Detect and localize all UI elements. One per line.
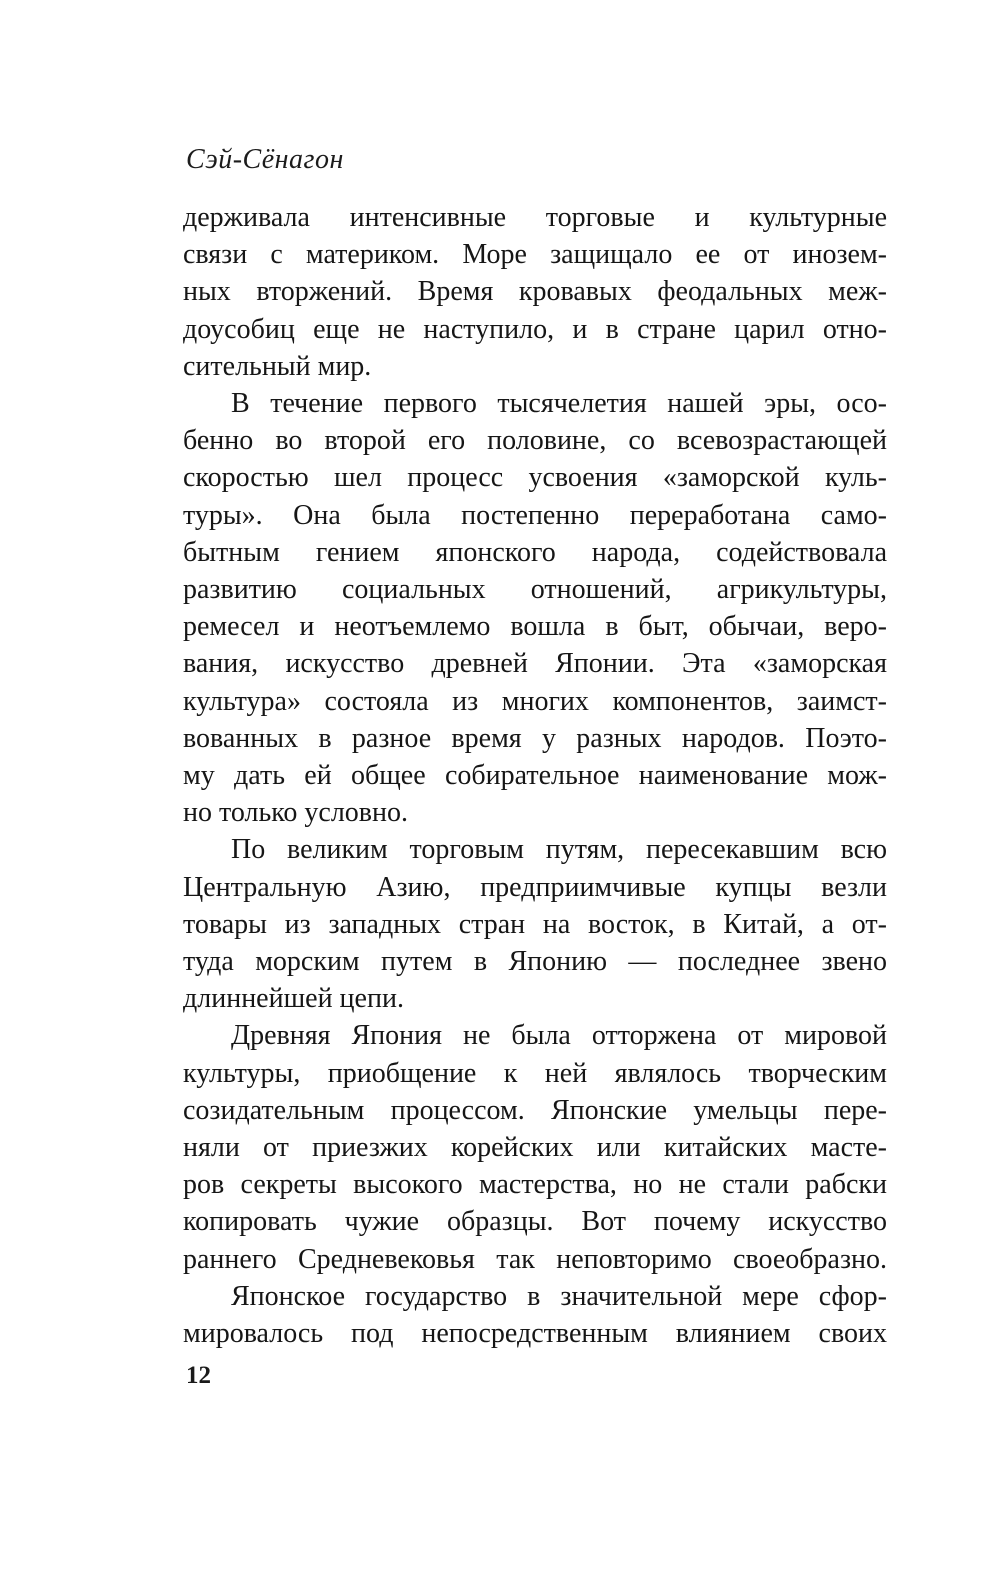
text-line: В течение первого тысячелетия нашей эры, осо- bbox=[231, 388, 887, 420]
text-line: Японское государство в значительной мере сфор- bbox=[231, 1280, 887, 1312]
text-line: вания, искусство древней Японии. Эта «заморская bbox=[183, 648, 887, 680]
body-text bbox=[183, 199, 887, 1352]
text-line: скоростью шел процесс усвоения «заморской куль- bbox=[183, 462, 887, 494]
text-line: товары из западных стран на восток, в Китай, а от- bbox=[183, 908, 887, 940]
text-line: держивала интенсивные торговые и культурные bbox=[183, 202, 887, 233]
page-number: 12 bbox=[186, 1362, 211, 1389]
text-line: Центральную Азию, предприимчивые купцы везли bbox=[183, 871, 887, 903]
text-line: Древняя Япония не была отторжена от мировой bbox=[231, 1020, 887, 1052]
text-line: ров секреты высокого мастерства, но не стали рабски bbox=[183, 1169, 887, 1201]
text-line: му дать ей общее собирательное наименование мож- bbox=[183, 760, 887, 792]
text-line: вованных в разное время у разных народов. Поэто- bbox=[183, 722, 887, 754]
text-line: раннего Средневековья так неповторимо своеобразно. bbox=[183, 1243, 887, 1275]
text-line: культуры, приобщение к ней являлось творческим bbox=[183, 1057, 887, 1089]
text-line: ных вторжений. Время кровавых феодальных меж- bbox=[183, 276, 887, 308]
text-line: няли от приезжих корейских или китайских масте- bbox=[183, 1132, 887, 1164]
text-line: длиннейшей цепи. bbox=[183, 983, 404, 1015]
text-line: туда морским путем в Японию — последнее звено bbox=[183, 946, 887, 978]
text-line: мировалось под непосредственным влиянием своих bbox=[183, 1318, 887, 1350]
text-line: копировать чужие образцы. Вот почему искусство bbox=[183, 1206, 887, 1238]
text-line: связи с материком. Море защищало ее от инозем- bbox=[183, 239, 887, 271]
text-line: бенно во второй его половине, со всевозрастающей bbox=[183, 425, 887, 457]
text-line: ремесел и неотъемлемо вошла в быт, обычаи, веро- bbox=[183, 611, 887, 643]
text-line: сительный мир. bbox=[183, 350, 372, 382]
text-line: туры». Она была постепенно переработана само- bbox=[183, 499, 887, 531]
text-line: но только условно. bbox=[183, 797, 409, 829]
text-line: бытным гением японского народа, содействовала bbox=[183, 536, 887, 568]
text-line: По великим торговым путям, пересекавшим всю bbox=[231, 834, 887, 866]
text-line: созидательным процессом. Японские умельцы пере- bbox=[183, 1094, 887, 1126]
text-line: культура» состояла из многих компонентов, заимст- bbox=[183, 685, 887, 717]
text-line: развитию социальных отношений, агрикультуры, bbox=[183, 574, 887, 606]
running-header: Сэй-Сёнагон bbox=[186, 144, 344, 175]
text-line: доусобиц еще не наступило, и в стране царил отно- bbox=[183, 313, 887, 345]
